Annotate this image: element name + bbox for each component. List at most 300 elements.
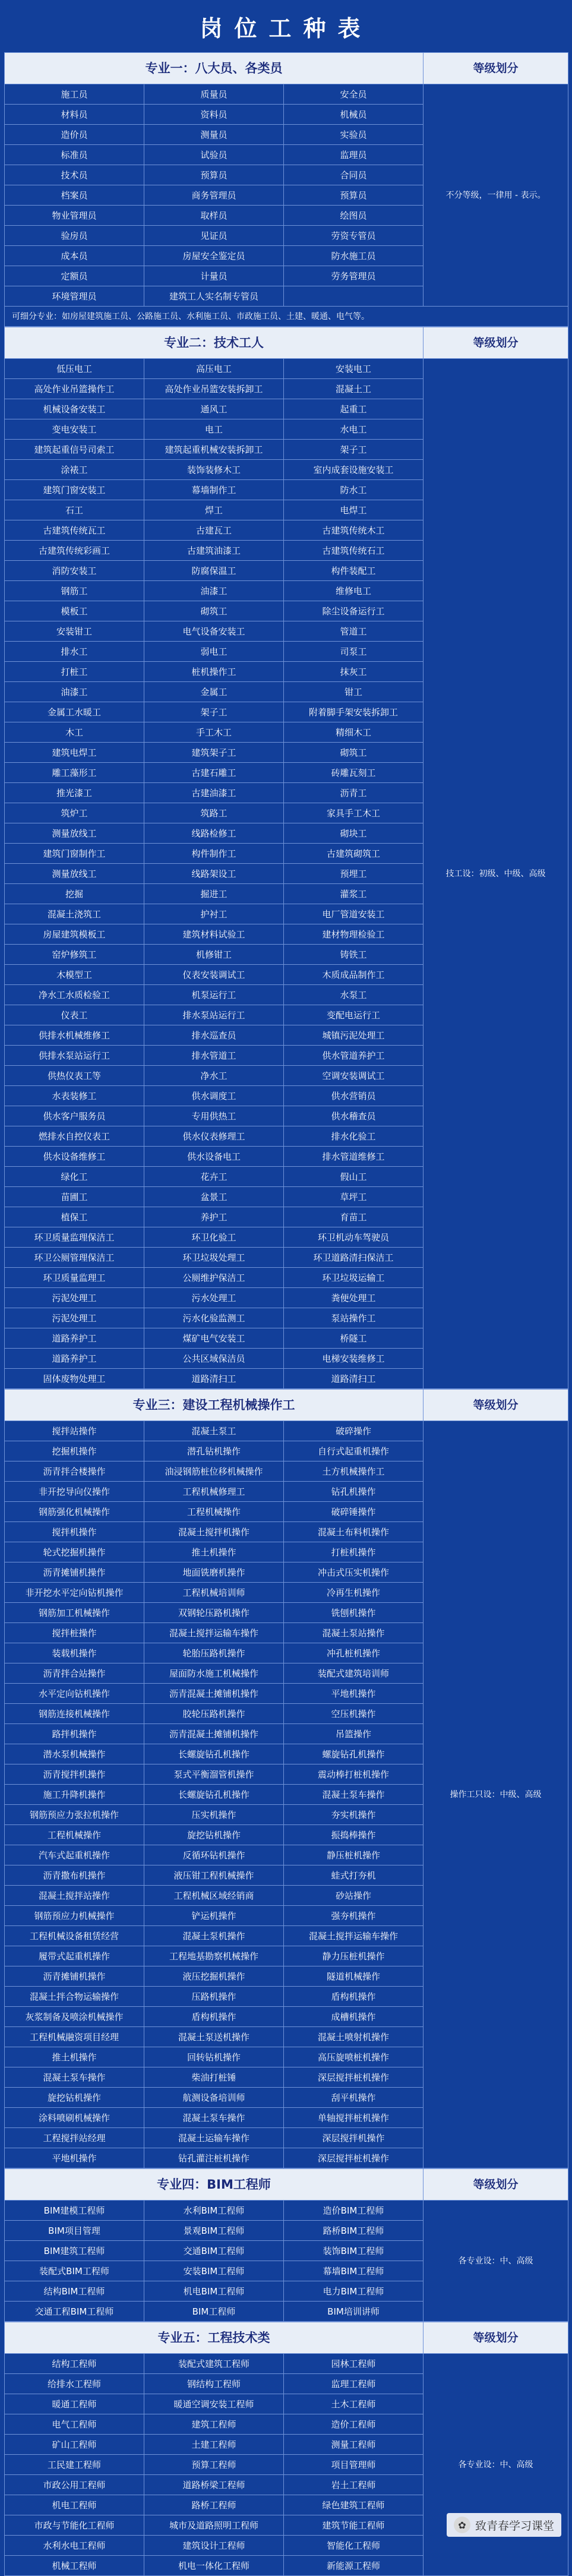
job-title-cell: BIM建模工程师 <box>5 2201 144 2221</box>
job-title-cell: 公厕维护保洁工 <box>144 1268 284 1288</box>
job-title-cell: 土建工程师 <box>144 2435 284 2455</box>
job-title-cell: 园林工程师 <box>284 2354 424 2374</box>
job-title-cell: 市政与节能化工程师 <box>5 2515 144 2536</box>
job-title-cell: 成槽机操作 <box>284 2007 424 2027</box>
job-title-cell: 平地机操作 <box>284 1684 424 1704</box>
job-title-cell: 绘图员 <box>284 206 424 226</box>
job-title-cell: 施工员 <box>5 84 144 105</box>
job-title-cell: 结构BIM工程师 <box>5 2281 144 2302</box>
job-title-cell: 成本员 <box>5 246 144 266</box>
job-title-cell: 建筑设计工程师 <box>144 2536 284 2556</box>
job-title-cell: 电气设备安装工 <box>144 621 284 642</box>
job-title-cell: 潜孔钻机操作 <box>144 1441 284 1461</box>
job-title-cell: 非开挖水平定向钻机操作 <box>5 1583 144 1603</box>
job-title-cell: 钢结构工程师 <box>144 2374 284 2394</box>
job-title-cell: 构件制作工 <box>144 844 284 864</box>
job-title-cell: 混凝土泵送机操作 <box>144 2027 284 2047</box>
job-title-cell: 沥青摊铺机操作 <box>5 1966 144 1987</box>
job-title-cell: 污水化验监测工 <box>144 1308 284 1328</box>
job-title-cell: 机修钳工 <box>144 945 284 965</box>
job-title-cell: 公共区域保洁员 <box>144 1349 284 1369</box>
job-title-cell: 室内成套设施安装工 <box>284 460 424 480</box>
job-title-cell: 静力压桩机操作 <box>284 1946 424 1966</box>
job-title-cell: 长螺旋钻孔机操作 <box>144 1744 284 1764</box>
job-title-cell: 混凝土泵工 <box>144 1421 284 1441</box>
job-title-cell: 空压机操作 <box>284 1704 424 1724</box>
job-title-cell: 沥青拌合楼操作 <box>5 1461 144 1482</box>
job-title-cell: 道路清扫工 <box>144 1369 284 1389</box>
section-table <box>4 2168 568 2322</box>
job-title-cell: 供水稽查员 <box>284 1106 424 1126</box>
job-title-cell: 蛙式打夯机 <box>284 1865 424 1886</box>
job-title-cell: 雕工藻形工 <box>5 763 144 783</box>
job-title-cell: 除尘设备运行工 <box>284 601 424 621</box>
job-title-cell: 给排水工程师 <box>5 2374 144 2394</box>
job-title-cell: 环卫质量监理保洁工 <box>5 1227 144 1248</box>
job-title-cell: 泵站操作工 <box>284 1308 424 1328</box>
job-title-cell: 水利水电工程师 <box>5 2536 144 2556</box>
job-title-cell: 震动棒打桩机操作 <box>284 1764 424 1785</box>
job-title-cell: 铣刨机操作 <box>284 1603 424 1623</box>
job-title-cell: 档案员 <box>5 185 144 206</box>
job-title-cell: 古建筑传统彩画工 <box>5 541 144 561</box>
job-title-cell: 钢筋连接机械操作 <box>5 1704 144 1724</box>
job-title-cell: BIM工程师 <box>144 2302 284 2322</box>
job-title-cell: 砂站操作 <box>284 1886 424 1906</box>
job-title-cell: 古建瓦工 <box>144 520 284 541</box>
job-title-cell: 合同员 <box>284 165 424 185</box>
wechat-icon: ✿ <box>454 2517 470 2533</box>
job-title-cell: 履带式起重机操作 <box>5 1946 144 1966</box>
job-title-cell: 质量员 <box>144 84 284 105</box>
job-title-cell: 变电安装工 <box>5 419 144 440</box>
grade-cell: 技工设：初级、中级、高级 <box>424 359 568 1389</box>
job-title-cell: 岩土工程师 <box>284 2475 424 2495</box>
job-title-cell: 污泥处理工 <box>5 1288 144 1308</box>
job-title-cell: 安装钳工 <box>5 621 144 642</box>
job-title-cell: 水电工 <box>284 419 424 440</box>
grade-cell: 操作工只设：中级、高级 <box>424 1421 568 2168</box>
job-title-cell: 灌浆工 <box>284 884 424 904</box>
table-row <box>5 2201 568 2221</box>
job-title-cell: 木质成品制作工 <box>284 965 424 985</box>
job-title-cell: 钢筋工 <box>5 581 144 601</box>
job-title-cell: 钻孔机操作 <box>284 1482 424 1502</box>
job-title-cell: 非开挖导向仪操作 <box>5 1482 144 1502</box>
job-title-cell: 混凝土工 <box>284 379 424 399</box>
job-title-cell: 屋面防水施工机械操作 <box>144 1663 284 1684</box>
job-title-cell: 涂料喷刷机械操作 <box>5 2108 144 2128</box>
section-table <box>4 327 568 1389</box>
job-title-cell: 电厂管道安装工 <box>284 904 424 924</box>
job-title-cell: 通风工 <box>144 399 284 419</box>
job-title-cell: 弱电工 <box>144 642 284 662</box>
job-title-cell: 计量员 <box>144 266 284 286</box>
job-title-cell: 供水客户服务员 <box>5 1106 144 1126</box>
job-title-cell: 线路检修工 <box>144 823 284 844</box>
job-title-cell: 花卉工 <box>144 1167 284 1187</box>
tables-container <box>0 52 572 2576</box>
job-title-cell: 工程搅拌站经理 <box>5 2128 144 2148</box>
section-header: 专业四：BIM工程师 <box>5 2169 424 2201</box>
job-title-cell: 工程机械培训师 <box>144 1583 284 1603</box>
job-title-cell: 道路养护工 <box>5 1349 144 1369</box>
job-title-cell: 架子工 <box>284 440 424 460</box>
job-title-cell: 夯实机操作 <box>284 1805 424 1825</box>
job-title-cell: 高压旋喷桩机操作 <box>284 2047 424 2067</box>
job-title-cell: 混凝土运输车操作 <box>144 2128 284 2148</box>
grade-header: 等级划分 <box>424 2169 568 2201</box>
section-header: 专业五：工程技术类 <box>5 2322 424 2354</box>
page-title: 岗位工种表 <box>200 15 372 42</box>
job-title-cell: 预算员 <box>144 165 284 185</box>
job-title-cell: 钻孔灌注桩机操作 <box>144 2148 284 2168</box>
job-title-cell: 仪表安装调试工 <box>144 965 284 985</box>
job-title-cell: 强夯机操作 <box>284 1906 424 1926</box>
job-title-cell: 供水设备电工 <box>144 1147 284 1167</box>
job-title-cell: 试验员 <box>144 145 284 165</box>
job-title-cell: 构件装配工 <box>284 561 424 581</box>
job-title-cell: 冲孔桩机操作 <box>284 1643 424 1663</box>
job-title-cell: 钢筋加工机械操作 <box>5 1603 144 1623</box>
job-title-cell: 验房员 <box>5 226 144 246</box>
job-title-cell: 安全员 <box>284 84 424 105</box>
job-title-cell: 土木工程师 <box>284 2394 424 2414</box>
grade-cell: 各专业设：中、高级 <box>424 2354 568 2576</box>
table-row <box>5 84 568 105</box>
job-title-cell: 司泵工 <box>284 642 424 662</box>
job-title-cell: 金属工水暖工 <box>5 702 144 722</box>
job-title-cell: 砖雕瓦刻工 <box>284 763 424 783</box>
job-title-cell: 材料员 <box>5 105 144 125</box>
job-title-cell: 机械工程师 <box>5 2556 144 2576</box>
job-title-cell: 测量工程师 <box>284 2435 424 2455</box>
job-title-cell: 排水管道维修工 <box>284 1147 424 1167</box>
job-title-cell: 高处作业吊篮操作工 <box>5 379 144 399</box>
section-header-row <box>5 1390 568 1421</box>
job-title-cell: 施工升降机操作 <box>5 1785 144 1805</box>
job-title-cell: 低压电工 <box>5 359 144 379</box>
job-title-cell: 石工 <box>5 500 144 520</box>
job-title-cell: 水利BIM工程师 <box>144 2201 284 2221</box>
job-title-cell: 回转钻机操作 <box>144 2047 284 2067</box>
job-title-cell: 桩机操作工 <box>144 662 284 682</box>
job-title-cell: 商务管理员 <box>144 185 284 206</box>
job-title-cell: 预算工程师 <box>144 2455 284 2475</box>
job-title-cell: 混凝土搅拌运输车操作 <box>284 1926 424 1946</box>
job-title-cell: 环卫化验工 <box>144 1227 284 1248</box>
job-title-cell: 长螺旋钻孔机操作 <box>144 1785 284 1805</box>
job-title-cell: 预埋工 <box>284 864 424 884</box>
grade-header: 等级划分 <box>424 1390 568 1421</box>
job-title-cell: 工程机械融资项目经理 <box>5 2027 144 2047</box>
job-title-cell: 古建油漆工 <box>144 783 284 803</box>
job-title-cell: 搅拌桩操作 <box>5 1623 144 1643</box>
job-title-cell: 物业管理员 <box>5 206 144 226</box>
job-title-cell: 灰浆制备及喷涂机械操作 <box>5 2007 144 2027</box>
job-title-cell: 铸铁工 <box>284 945 424 965</box>
job-title-cell: 筑路工 <box>144 803 284 823</box>
job-title-cell: 机泵运行工 <box>144 985 284 1005</box>
job-title-cell: 供水仪表修理工 <box>144 1126 284 1147</box>
job-title-cell: 沥青撒布机操作 <box>5 1865 144 1886</box>
job-title-cell: 手工木工 <box>144 722 284 743</box>
job-title-cell: 消防安装工 <box>5 561 144 581</box>
job-title-cell: 环卫垃圾运输工 <box>284 1268 424 1288</box>
job-title-cell: 木工 <box>5 722 144 743</box>
job-title-cell: 建筑材料试验工 <box>144 924 284 945</box>
job-title-cell: 沥青工 <box>284 783 424 803</box>
job-title-cell: 电工 <box>144 419 284 440</box>
job-title-cell: 盾构机操作 <box>284 1987 424 2007</box>
job-title-cell: 幕墙制作工 <box>144 480 284 500</box>
job-title-cell: 推土机操作 <box>144 1542 284 1562</box>
job-title-cell: 螺旋钻孔机操作 <box>284 1744 424 1764</box>
job-title-cell: 标准员 <box>5 145 144 165</box>
job-title-cell: 钳工 <box>284 682 424 702</box>
job-title-cell: 混凝土喷射机操作 <box>284 2027 424 2047</box>
job-title-cell: 防腐保温工 <box>144 561 284 581</box>
job-title-cell: 供排水泵站运行工 <box>5 1046 144 1066</box>
job-title-cell: 路拌机操作 <box>5 1724 144 1744</box>
job-title-cell: 工程机械操作 <box>144 1502 284 1522</box>
job-title-cell: 污泥处理工 <box>5 1308 144 1328</box>
job-title-cell: 桥隧工 <box>284 1328 424 1349</box>
job-title-cell: 供水营销员 <box>284 1086 424 1106</box>
job-title-cell: 盾构机操作 <box>144 2007 284 2027</box>
section-header-row <box>5 53 568 84</box>
job-title-cell: 古建筑传统木工 <box>284 520 424 541</box>
job-title-cell: 装饰装修木工 <box>144 460 284 480</box>
job-title-cell: 附着脚手架安装拆卸工 <box>284 702 424 722</box>
job-title-cell: 潜水泵机械操作 <box>5 1744 144 1764</box>
job-title-cell: 仪表工 <box>5 1005 144 1025</box>
job-title-cell: 电气工程师 <box>5 2414 144 2435</box>
job-title-cell: 掘进工 <box>144 884 284 904</box>
job-title-cell: 装配式BIM工程师 <box>5 2261 144 2281</box>
job-title-cell: 混凝土泵站操作 <box>284 1623 424 1643</box>
job-title-cell: 振捣棒操作 <box>284 1825 424 1845</box>
job-title-cell: 矿山工程师 <box>5 2435 144 2455</box>
job-title-cell: 供排水机械维修工 <box>5 1025 144 1046</box>
watermark-text: 致青春学习课堂 <box>475 2519 554 2533</box>
job-title-cell: 单轴搅拌桩机操作 <box>284 2108 424 2128</box>
job-title-cell: 环卫垃圾处理工 <box>144 1248 284 1268</box>
job-title-cell: 起重工 <box>284 399 424 419</box>
job-title-cell: 劳资专管员 <box>284 226 424 246</box>
job-title-cell: 造价员 <box>5 125 144 145</box>
job-title-cell: 泵式平衡溜管机操作 <box>144 1764 284 1785</box>
job-title-cell: 平地机操作 <box>5 2148 144 2168</box>
job-title-cell: 混凝土泵车操作 <box>144 2108 284 2128</box>
table-row <box>5 359 568 379</box>
job-title-cell: 胶轮压路机操作 <box>144 1704 284 1724</box>
job-title-cell: 机电BIM工程师 <box>144 2281 284 2302</box>
job-title-cell: 筑炉工 <box>5 803 144 823</box>
job-title-cell: 混凝土泵车操作 <box>5 2067 144 2088</box>
job-title-cell: 抹灰工 <box>284 662 424 682</box>
job-title-cell: 防水施工员 <box>284 246 424 266</box>
job-title-cell: 监理工程师 <box>284 2374 424 2394</box>
grade-header: 等级划分 <box>424 327 568 359</box>
job-title-cell: 压实机操作 <box>144 1805 284 1825</box>
job-title-cell: 古建石雕工 <box>144 763 284 783</box>
job-title-cell: 汽车式起重机操作 <box>5 1845 144 1865</box>
job-title-cell: 电力BIM工程师 <box>284 2281 424 2302</box>
section-header-row <box>5 2169 568 2201</box>
job-title-cell: 安装BIM工程师 <box>144 2261 284 2281</box>
job-title-cell: 工程机械设备租赁经营 <box>5 1926 144 1946</box>
section-note: 可细分专业：如房屋建筑施工员、公路施工员、水利施工员、市政施工员、土建、暖通、电气等。 <box>5 307 568 327</box>
job-title-cell: 古建筑传统瓦工 <box>5 520 144 541</box>
grade-header: 等级划分 <box>424 53 568 84</box>
job-title-cell: 环卫公厕管理保洁工 <box>5 1248 144 1268</box>
job-title-cell: 混凝土搅拌站操作 <box>5 1886 144 1906</box>
job-title-cell: 混凝土布料机操作 <box>284 1522 424 1542</box>
job-title-cell: 路桥BIM工程师 <box>284 2221 424 2241</box>
section-header: 专业三：建设工程机械操作工 <box>5 1390 424 1421</box>
job-title-cell: 建筑门窗安装工 <box>5 480 144 500</box>
job-title-cell: 建筑工程师 <box>144 2414 284 2435</box>
job-title-cell: 造价BIM工程师 <box>284 2201 424 2221</box>
job-title-cell: 高压电工 <box>144 359 284 379</box>
job-title-cell: 道路桥梁工程师 <box>144 2475 284 2495</box>
job-title-cell: 工程机械操作 <box>5 1825 144 1845</box>
job-title-cell: 轮式挖掘机操作 <box>5 1542 144 1562</box>
job-title-cell: 监理员 <box>284 145 424 165</box>
job-title-cell: 家具手工木工 <box>284 803 424 823</box>
job-title-cell: 工民建工程师 <box>5 2455 144 2475</box>
job-title-cell: 育苗工 <box>284 1207 424 1227</box>
job-title-cell: 护衬工 <box>144 904 284 924</box>
job-title-cell: 专用供热工 <box>144 1106 284 1126</box>
job-title-cell: 混凝土浇筑工 <box>5 904 144 924</box>
job-title-cell: 柴油打桩锤 <box>144 2067 284 2088</box>
job-title-cell: 建材物理检验工 <box>284 924 424 945</box>
job-title-cell: 测量放线工 <box>5 823 144 844</box>
job-title-cell: 防水工 <box>284 480 424 500</box>
job-title-cell: 房屋安全鉴定员 <box>144 246 284 266</box>
job-title-cell: 测量放线工 <box>5 864 144 884</box>
job-title-cell: 模板工 <box>5 601 144 621</box>
job-title-cell: 压路机操作 <box>144 1987 284 2007</box>
job-title-cell: 供水管道养护工 <box>284 1046 424 1066</box>
job-title-cell: 定额员 <box>5 266 144 286</box>
job-title-cell: 装配式建筑培训师 <box>284 1663 424 1684</box>
section-header-row <box>5 327 568 359</box>
job-title-cell: 工程地基勘察机械操作 <box>144 1946 284 1966</box>
job-title-cell: 工程机械修理工 <box>144 1482 284 1502</box>
job-title-cell: 预算员 <box>284 185 424 206</box>
job-title-cell: 劳务管理员 <box>284 266 424 286</box>
job-title-cell: 养护工 <box>144 1207 284 1227</box>
job-title-cell: 液压钳工程机械操作 <box>144 1865 284 1886</box>
job-title-cell: 交通工程BIM工程师 <box>5 2302 144 2322</box>
job-title-cell: 涂裱工 <box>5 460 144 480</box>
job-title-cell: 供水设备维修工 <box>5 1147 144 1167</box>
grade-header: 等级划分 <box>424 2322 568 2354</box>
job-title-cell: 打桩机操作 <box>284 1542 424 1562</box>
job-title-cell: 变配电运行工 <box>284 1005 424 1025</box>
job-title-cell: 结构工程师 <box>5 2354 144 2374</box>
job-title-cell: 沥青混凝土摊铺机操作 <box>144 1724 284 1744</box>
job-title-cell: 项目管理师 <box>284 2455 424 2475</box>
job-title-cell: 维修电工 <box>284 581 424 601</box>
job-title-cell: 机电一体化工程师 <box>144 2556 284 2576</box>
job-title-cell: 建筑起重信号司索工 <box>5 440 144 460</box>
job-title-cell: 钢筋强化机械操作 <box>5 1502 144 1522</box>
job-title-cell: 挖掘机操作 <box>5 1441 144 1461</box>
job-title-cell: 钢筋预应力机械操作 <box>5 1906 144 1926</box>
job-title-cell: 混凝土拌合物运输操作 <box>5 1987 144 2007</box>
job-title-cell: 打桩工 <box>5 662 144 682</box>
watermark <box>447 2513 561 2537</box>
grade-cell: 不分等级，一律用 - 表示。 <box>424 84 568 307</box>
job-title-cell: 取样员 <box>144 206 284 226</box>
section-header: 专业二：技术工人 <box>5 327 424 359</box>
section-header-row <box>5 2322 568 2354</box>
job-title-cell: 排水泵站运行工 <box>144 1005 284 1025</box>
job-title-cell: 装饰BIM工程师 <box>284 2241 424 2261</box>
job-title-cell: 管道工 <box>284 621 424 642</box>
job-title-cell: 金属工 <box>144 682 284 702</box>
job-title-cell: 自行式起重机操作 <box>284 1441 424 1461</box>
job-title-cell: 搅拌站操作 <box>5 1421 144 1441</box>
job-title-cell: 架子工 <box>144 702 284 722</box>
job-title-cell: 道路清扫工 <box>284 1369 424 1389</box>
job-title-cell: 技术员 <box>5 165 144 185</box>
job-title-cell: 装载机操作 <box>5 1643 144 1663</box>
job-title-cell: 砌筑工 <box>284 743 424 763</box>
job-title-cell: BIM培训讲师 <box>284 2302 424 2322</box>
job-title-cell: 深层搅拌机操作 <box>284 2128 424 2148</box>
job-title-cell: 轮胎压路机操作 <box>144 1643 284 1663</box>
grade-cell: 各专业设：中、高级 <box>424 2201 568 2322</box>
job-title-cell: 景观BIM工程师 <box>144 2221 284 2241</box>
job-title-cell: 排水管道工 <box>144 1046 284 1066</box>
job-title-cell: 见证员 <box>144 226 284 246</box>
job-title-cell <box>284 286 424 307</box>
job-title-cell: 安装电工 <box>284 359 424 379</box>
job-title-cell: 暖通工程师 <box>5 2394 144 2414</box>
job-title-cell: 城镇污泥处理工 <box>284 1025 424 1046</box>
job-title-cell: 路桥工程师 <box>144 2495 284 2515</box>
job-title-cell: 市政公用工程师 <box>5 2475 144 2495</box>
job-title-cell: 电梯安装维修工 <box>284 1349 424 1369</box>
job-title-cell: 破碎操作 <box>284 1421 424 1441</box>
section-table <box>4 2322 568 2576</box>
job-title-cell: 隧道机械操作 <box>284 1966 424 1987</box>
job-title-cell: 液压挖掘机操作 <box>144 1966 284 1987</box>
job-title-cell: 绿化工 <box>5 1167 144 1187</box>
job-title-cell: 旋挖钻机操作 <box>144 1825 284 1845</box>
job-title-cell: 高处作业吊篮安装拆卸工 <box>144 379 284 399</box>
job-title-cell: 沥青混凝土摊铺机操作 <box>144 1684 284 1704</box>
job-title-cell: 冲击式压实机操作 <box>284 1562 424 1583</box>
job-title-cell: 推土机操作 <box>5 2047 144 2067</box>
job-title-cell: 排水化验工 <box>284 1126 424 1147</box>
job-title-cell: 草坪工 <box>284 1187 424 1207</box>
job-title-cell: 反循环钻机操作 <box>144 1845 284 1865</box>
job-title-cell: 电焊工 <box>284 500 424 520</box>
job-title-cell: 混凝土泵机操作 <box>144 1926 284 1946</box>
job-title-cell: 焊工 <box>144 500 284 520</box>
job-title-cell: 静压桩机操作 <box>284 1845 424 1865</box>
job-title-cell: 测量员 <box>144 125 284 145</box>
job-title-cell: 冷再生机操作 <box>284 1583 424 1603</box>
job-title-cell: 建筑起重机械安装拆卸工 <box>144 440 284 460</box>
job-title-cell: 水表装修工 <box>5 1086 144 1106</box>
